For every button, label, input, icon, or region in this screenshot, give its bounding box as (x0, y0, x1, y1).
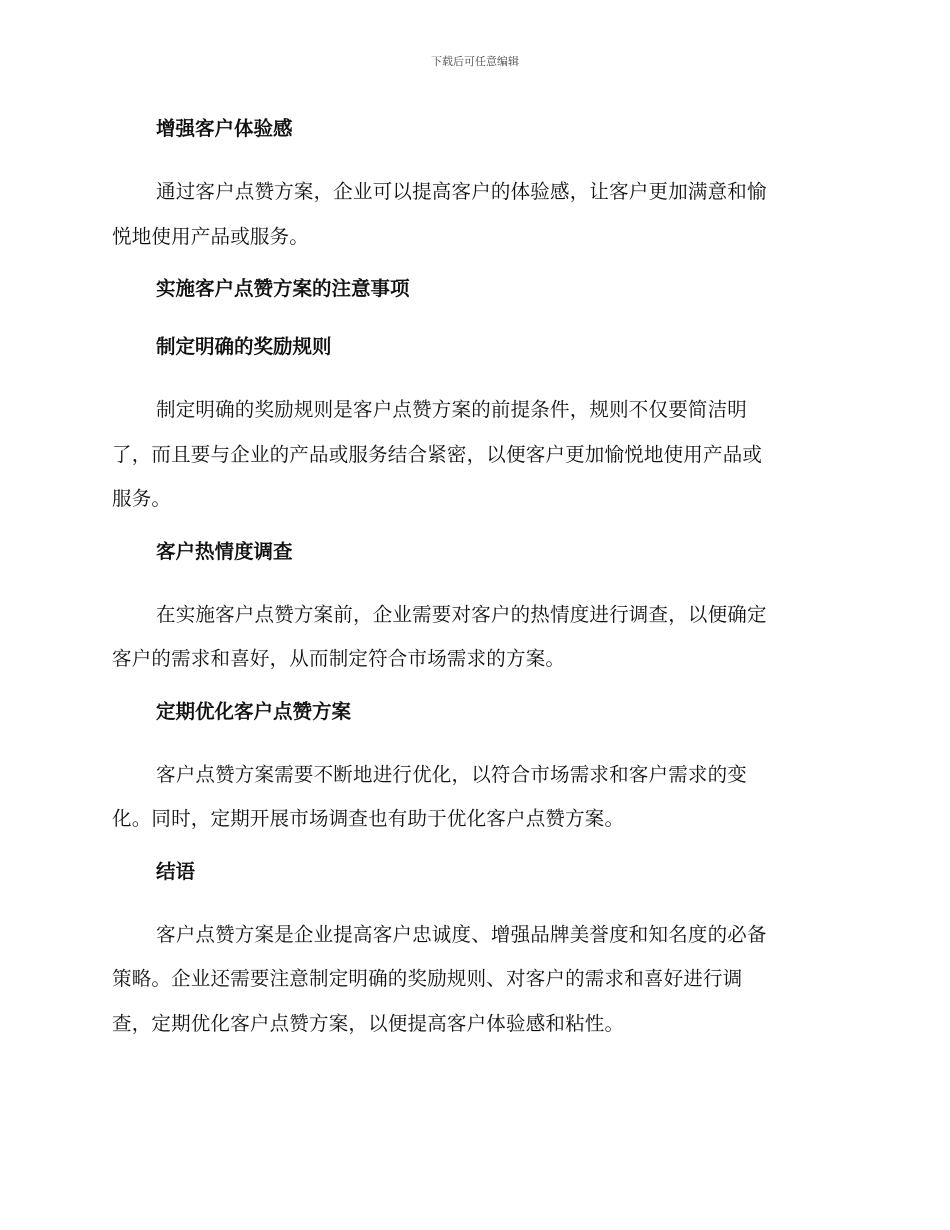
paragraph-conclusion (112, 913, 836, 1047)
section-heading-implementation-notes: 实施客户点赞方案的注意事项 (156, 277, 410, 300)
paragraph-line: 策略。企业还需要注意制定明确的奖励规则、对客户的需求和喜好进行调 (112, 967, 743, 990)
paragraph-enthusiasm-survey (112, 593, 836, 682)
paragraph-line: 化。同时，定期开展市场调查也有助于优化客户点赞方案。 (112, 807, 625, 830)
section-heading-enthusiasm-survey: 客户热情度调查 (156, 539, 293, 563)
paragraph-line: 服务。 (112, 487, 172, 510)
paragraph-line: 查，定期优化客户点赞方案，以便提高客户体验感和粘性。 (112, 1011, 625, 1035)
paragraph-line: 在实施客户点赞方案前，企业需要对客户的热情度进行调查，以便确定 (156, 602, 767, 626)
paragraph-line: 客户点赞方案需要不断地进行优化，以符合市场需求和客户需求的变 (156, 762, 748, 786)
paragraph-reward-rules (112, 388, 836, 522)
document-body (112, 112, 836, 1059)
section-heading-periodic-optimization: 定期优化客户点赞方案 (156, 699, 352, 723)
section-heading-reward-rules: 制定明确的奖励规则 (156, 335, 332, 358)
paragraph-line: 通过客户点赞方案，企业可以提高客户的体验感，让客户更加满意和愉 (156, 180, 767, 203)
paragraph-line: 悦地使用产品或服务。 (112, 224, 310, 248)
section-heading-enhance-experience: 增强客户体验感 (156, 117, 293, 140)
paragraph-line: 客户的需求和喜好，从而制定符合市场需求的方案。 (112, 647, 566, 670)
page-header: 下载后可任意编辑 (431, 55, 519, 68)
paragraph-line: 了，而且要与企业的产品或服务结合紧密，以便客户更加愉悦地使用产品或 (112, 442, 763, 466)
paragraph-line: 制定明确的奖励规则是客户点赞方案的前提条件，规则不仅要简洁明 (156, 398, 748, 421)
paragraph-enhance-experience (112, 170, 836, 259)
paragraph-line: 客户点赞方案是企业提高客户忠诚度、增强品牌美誉度和知名度的必备 (156, 922, 767, 946)
section-heading-conclusion: 结语 (156, 859, 196, 883)
paragraph-periodic-optimization (112, 753, 836, 842)
